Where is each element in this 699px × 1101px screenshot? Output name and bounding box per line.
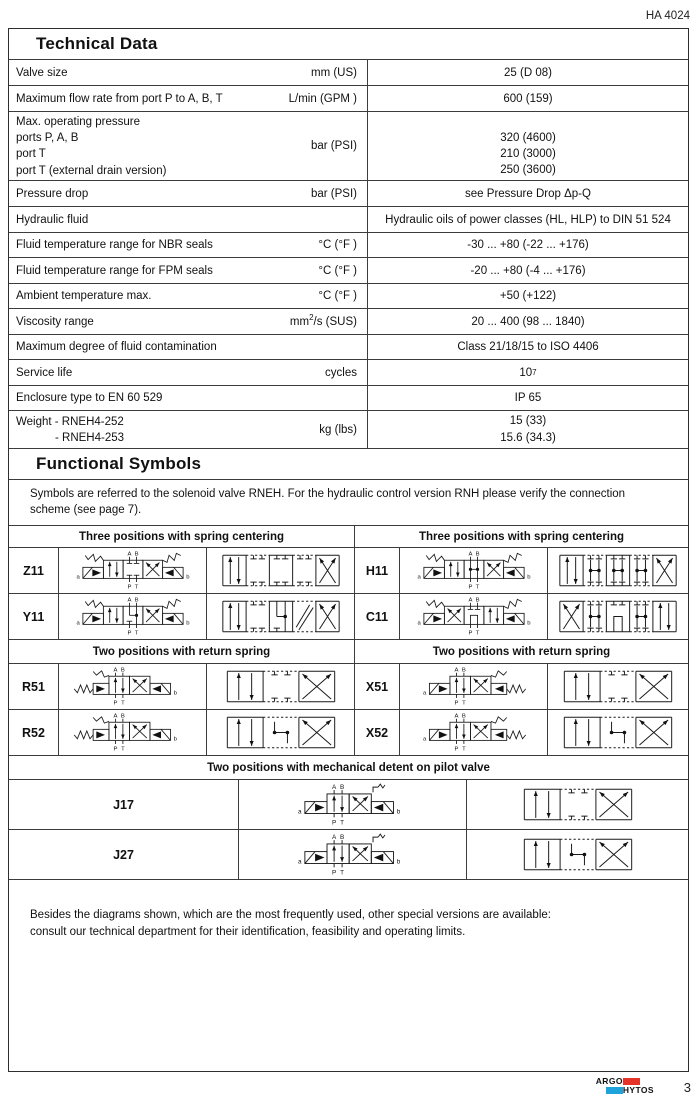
symbol-row	[9, 779, 688, 829]
table-row	[9, 283, 688, 308]
svg-text:B: B	[120, 667, 125, 674]
symbol-row	[9, 593, 688, 639]
table-row	[9, 206, 688, 232]
svg-text:a: a	[297, 808, 302, 816]
footer-note: Besides the diagrams shown, which are the most frequently used, other special versions are available: consult our technical department for their identification, feasibility and operating limits.	[30, 909, 551, 938]
svg-text:P: P	[126, 630, 131, 637]
spool-detail-h11-icon	[550, 549, 686, 592]
row-label: Pressure drop	[16, 187, 89, 200]
valve-symbol-h11-icon	[401, 549, 547, 592]
valve-code: X52	[354, 710, 399, 755]
row-label: Service life	[16, 366, 73, 379]
svg-text:b: b	[396, 858, 400, 866]
table-row	[9, 410, 688, 448]
row-value: Class 21/18/15 to ISO 4406	[367, 335, 688, 359]
svg-text:a: a	[422, 736, 426, 743]
svg-text:a: a	[76, 620, 80, 627]
row-label: Fluid temperature range for FPM seals	[16, 264, 213, 277]
page-number: 3	[683, 1080, 691, 1095]
row-label: Hydraulic fluid	[16, 213, 89, 226]
valve-code: R52	[22, 725, 45, 740]
valve-symbol-z11-icon	[60, 549, 206, 592]
row-label: Valve size	[16, 66, 68, 79]
spool-detail-j27-icon	[510, 833, 646, 876]
valve-code: R51	[22, 679, 45, 694]
svg-text:B: B	[120, 713, 125, 720]
spool-detail-r51-icon	[213, 665, 349, 708]
row-unit: bar (PSI)	[310, 187, 357, 200]
svg-text:B: B	[339, 783, 344, 791]
svg-text:T: T	[339, 869, 344, 877]
svg-text:P: P	[113, 746, 117, 753]
valve-code: C11	[354, 594, 399, 639]
symbols-group-header	[9, 639, 688, 663]
symbols-group-header	[9, 525, 688, 547]
row-value: 15 (33) 15.6 (34.3)	[367, 411, 688, 448]
group-header-label: Three positions with spring centering	[354, 526, 688, 547]
group-header-label: Two positions with return spring	[92, 645, 271, 658]
valve-code: J27	[113, 847, 134, 862]
svg-text:B: B	[475, 597, 480, 604]
svg-text:B: B	[134, 597, 139, 604]
row-unit: kg (lbs)	[319, 423, 357, 436]
svg-text:P: P	[467, 584, 472, 591]
valve-symbol-r52-icon	[60, 711, 206, 754]
valve-code: Z11	[23, 563, 44, 578]
svg-text:B: B	[461, 667, 466, 674]
svg-text:P: P	[331, 819, 336, 827]
svg-text:A: A	[467, 551, 472, 558]
svg-text:A: A	[113, 713, 117, 720]
valve-code: H11	[354, 548, 399, 593]
spool-detail-x51-icon	[550, 665, 686, 708]
valve-symbol-x52-icon	[401, 711, 547, 754]
row-label: Fluid temperature range for NBR seals	[16, 239, 213, 251]
svg-text:A: A	[113, 667, 117, 674]
bottom-area	[9, 879, 688, 1067]
svg-text:T: T	[120, 700, 125, 707]
row-value: 10 7	[367, 360, 688, 385]
table-row	[9, 180, 688, 206]
row-value: -30 ... +80 (-22 ... +176)	[367, 233, 688, 257]
spool-detail-j17-icon	[510, 783, 646, 826]
svg-text:a: a	[297, 858, 302, 866]
symbol-row	[9, 663, 688, 709]
table-row	[9, 359, 688, 385]
row-value: 20 ... 400 (98 ... 1840)	[367, 309, 688, 334]
valve-code: X51	[354, 664, 399, 709]
valve-symbol-j27-icon	[274, 832, 432, 878]
table-row	[9, 59, 688, 85]
row-value: +50 (+122)	[367, 284, 688, 308]
svg-text:b: b	[526, 574, 530, 581]
svg-text:A: A	[126, 551, 131, 558]
row-value: 320 (4600) 210 (3000) 250 (3600)	[367, 112, 688, 180]
symbol-row	[9, 829, 688, 879]
section-title-functional-symbols: Functional Symbols	[9, 448, 688, 479]
section-title-technical-data: Technical Data	[36, 34, 158, 53]
row-unit: $mm^2/s$ (SUS)	[289, 312, 357, 328]
symbols-note: Symbols are referred to the solenoid valve RNEH. For the hydraulic control version RNH please verify the connection scheme (see page 7).	[9, 479, 688, 525]
spool-detail-r52-icon	[213, 711, 349, 754]
svg-text:b: b	[173, 690, 177, 697]
row-unit: L/min (GPM )	[288, 92, 357, 105]
group-header-label: Three positions with spring centering	[78, 530, 285, 543]
table-row	[9, 85, 688, 111]
content-frame	[8, 28, 689, 1072]
spool-detail-c11-icon	[550, 595, 686, 638]
svg-text:P: P	[126, 584, 131, 591]
valve-symbol-c11-icon	[401, 595, 547, 638]
svg-text:P: P	[467, 630, 472, 637]
svg-text:b: b	[173, 736, 177, 743]
svg-text:b: b	[185, 574, 189, 581]
row-label: Enclosure type to EN 60 529	[16, 392, 163, 404]
row-unit: cycles	[325, 366, 357, 379]
row-value: 600 (159)	[367, 86, 688, 111]
svg-text:P: P	[454, 746, 458, 753]
svg-text:B: B	[134, 551, 139, 558]
row-label: Viscosity range	[16, 315, 94, 328]
group-header-label: Two positions with return spring	[354, 640, 688, 663]
svg-text:b: b	[185, 620, 189, 627]
row-unit: mm (US)	[311, 66, 357, 79]
row-unit: °C (°F )	[318, 239, 357, 251]
valve-symbol-r51-icon	[60, 665, 206, 708]
row-value: see Pressure Drop Δp-Q	[367, 181, 688, 206]
row-value: IP 65	[367, 386, 688, 410]
logo-text-argo: ARGO	[595, 1076, 623, 1086]
row-value: -20 ... +80 (-4 ... +176)	[367, 258, 688, 283]
row-value: Hydraulic oils of power classes (HL, HLP) to DIN 51 524	[367, 207, 688, 232]
svg-text:a: a	[422, 690, 426, 697]
svg-text:T: T	[134, 584, 138, 591]
valve-symbol-y11-icon	[60, 595, 206, 638]
table-row	[9, 232, 688, 257]
svg-text:T: T	[120, 746, 125, 753]
svg-text:A: A	[467, 597, 472, 604]
table-row	[9, 308, 688, 334]
valve-code: J17	[113, 797, 134, 812]
table-row	[9, 334, 688, 359]
svg-text:a: a	[76, 574, 80, 581]
svg-text:A: A	[126, 597, 131, 604]
svg-text:A: A	[454, 667, 458, 674]
row-value: 25 (D 08)	[367, 60, 688, 85]
svg-text:B: B	[339, 833, 344, 841]
svg-text:a: a	[417, 620, 421, 627]
svg-text:b: b	[526, 620, 530, 627]
svg-text:P: P	[113, 700, 117, 707]
row-label: Max. operating pressure ports P, A, B port T port T (external drain version)	[16, 116, 167, 177]
table-row	[9, 257, 688, 283]
svg-text:T: T	[134, 630, 138, 637]
spool-detail-x52-icon	[550, 711, 686, 754]
logo-text-hytos: HYTOS	[622, 1085, 654, 1095]
symbol-row	[9, 547, 688, 593]
row-label: Maximum flow rate from port P to A, B, T	[16, 92, 223, 105]
valve-symbol-j17-icon	[274, 782, 432, 828]
row-unit: °C (°F )	[318, 290, 357, 302]
logo-cyan-rect	[606, 1087, 623, 1094]
svg-text:P: P	[331, 869, 336, 877]
document-code: HA 4024	[645, 10, 690, 22]
svg-text:T: T	[461, 700, 466, 707]
row-label: Weight - RNEH4-252 - RNEH4-253	[16, 416, 125, 445]
symbol-row	[9, 709, 688, 755]
svg-text:T: T	[475, 630, 479, 637]
svg-text:b: b	[396, 808, 400, 816]
valve-symbol-x51-icon	[401, 665, 547, 708]
row-label: Maximum degree of fluid contamination	[16, 341, 217, 353]
table-row	[9, 385, 688, 410]
svg-text:a: a	[417, 574, 421, 581]
row-label: Ambient temperature max.	[16, 290, 152, 302]
svg-text:A: A	[331, 833, 336, 841]
svg-text:T: T	[475, 584, 479, 591]
symbols-group-header: Two positions with mechanical detent on pilot valve	[9, 755, 688, 779]
spool-detail-z11-icon	[213, 549, 349, 592]
svg-text:A: A	[454, 713, 458, 720]
svg-text:B: B	[461, 713, 466, 720]
argo-hytos-logo	[596, 1077, 654, 1094]
svg-text:T: T	[461, 746, 466, 753]
svg-text:B: B	[475, 551, 480, 558]
svg-text:A: A	[331, 783, 336, 791]
spool-detail-y11-icon	[213, 595, 349, 638]
logo-red-rect	[623, 1078, 640, 1085]
svg-text:T: T	[339, 819, 344, 827]
svg-text:P: P	[454, 700, 458, 707]
row-unit: bar (PSI)	[310, 140, 357, 152]
table-row	[9, 111, 688, 180]
valve-code: Y11	[22, 609, 45, 624]
row-unit: °C (°F )	[318, 264, 357, 277]
